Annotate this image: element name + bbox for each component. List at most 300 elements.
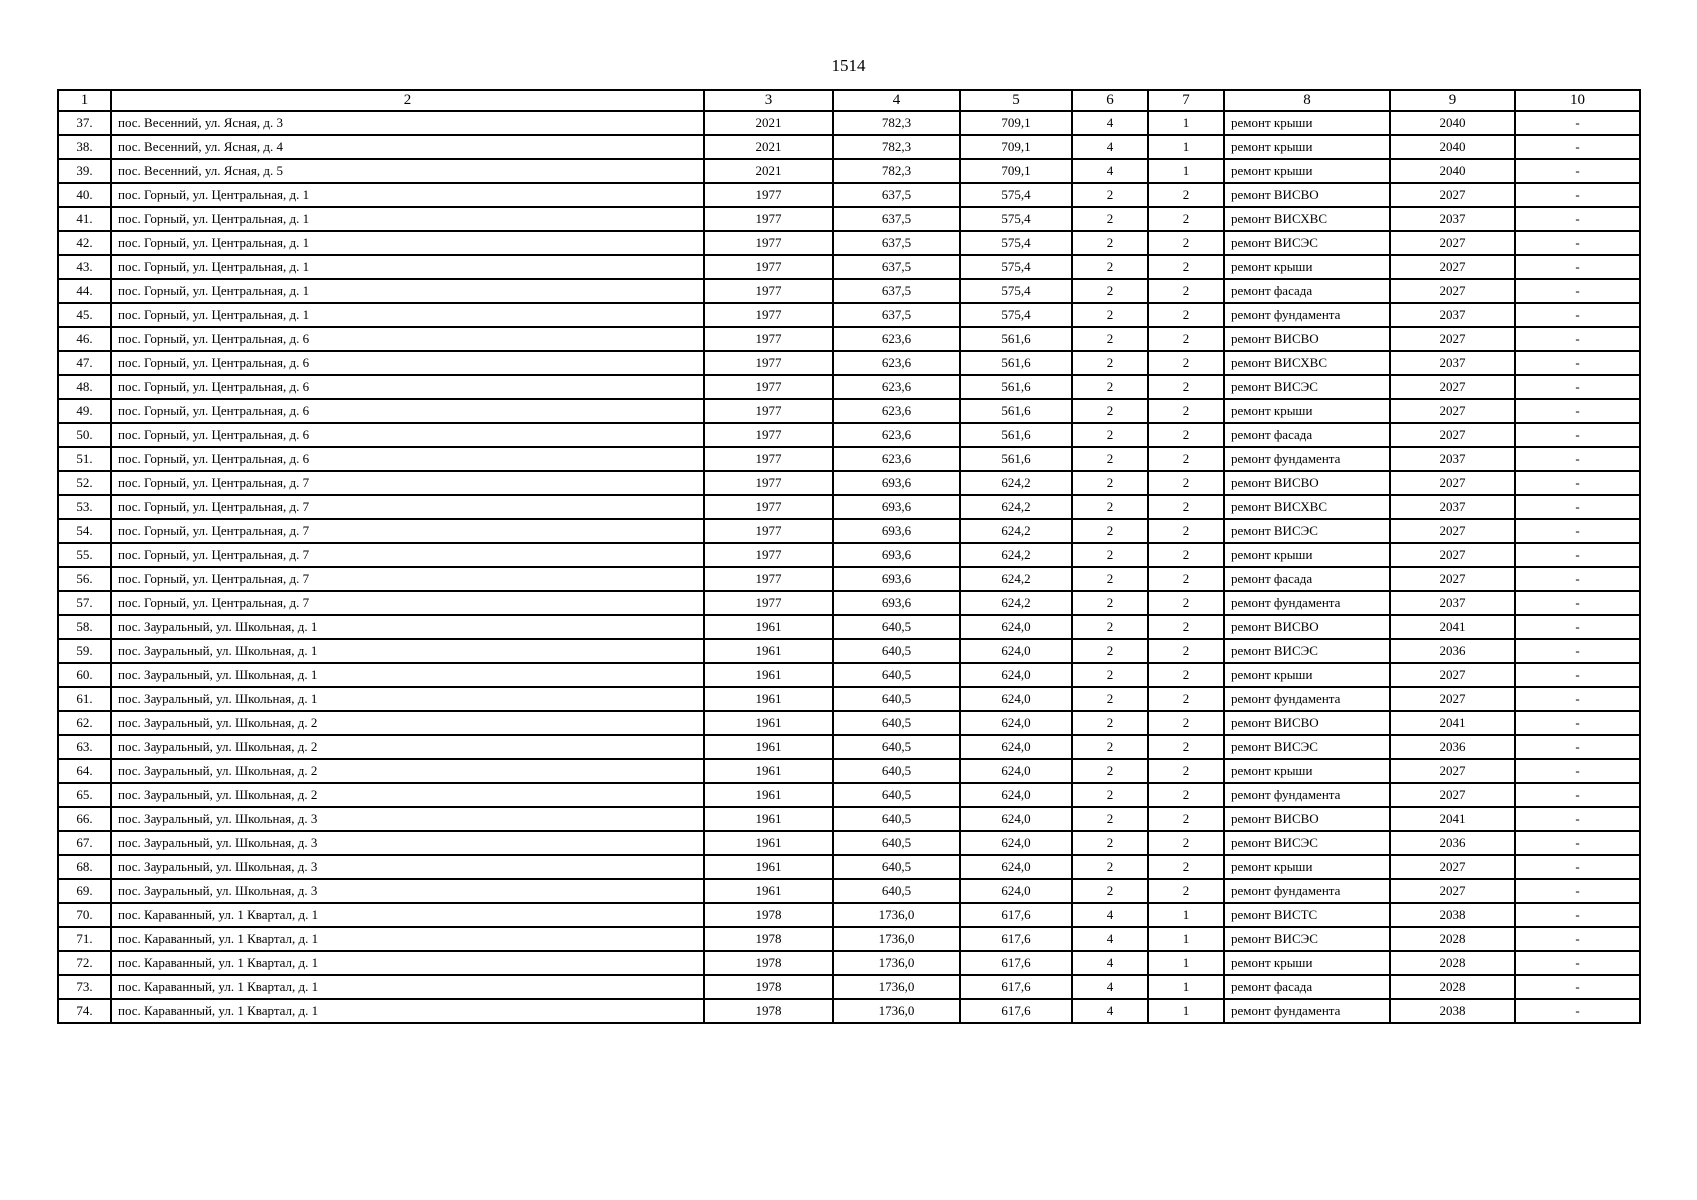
entrances-cell: 2 — [1148, 831, 1224, 855]
column-header: 8 — [1224, 90, 1390, 111]
total-area-cell: 637,5 — [833, 231, 960, 255]
floors-cell: 2 — [1072, 207, 1148, 231]
entrances-cell: 2 — [1148, 663, 1224, 687]
floors-cell: 4 — [1072, 951, 1148, 975]
row-number-cell: 44. — [58, 279, 111, 303]
floors-cell: 2 — [1072, 807, 1148, 831]
table-row — [58, 111, 1640, 135]
total-area-cell: 623,6 — [833, 327, 960, 351]
address-cell: пос. Горный, ул. Центральная, д. 1 — [111, 207, 704, 231]
total-area-cell: 693,6 — [833, 567, 960, 591]
note-cell: - — [1515, 183, 1640, 207]
row-number-cell: 52. — [58, 471, 111, 495]
planned-year-cell: 2027 — [1390, 663, 1515, 687]
note-cell: - — [1515, 879, 1640, 903]
row-number-cell: 54. — [58, 519, 111, 543]
address-cell: пос. Зауральный, ул. Школьная, д. 1 — [111, 615, 704, 639]
total-area-cell: 623,6 — [833, 375, 960, 399]
entrances-cell: 1 — [1148, 951, 1224, 975]
table-row — [58, 279, 1640, 303]
total-area-cell: 1736,0 — [833, 999, 960, 1023]
year-built-cell: 2021 — [704, 135, 833, 159]
column-header: 5 — [960, 90, 1072, 111]
row-number-cell: 43. — [58, 255, 111, 279]
note-cell: - — [1515, 255, 1640, 279]
total-area-cell: 693,6 — [833, 591, 960, 615]
year-built-cell: 1961 — [704, 615, 833, 639]
year-built-cell: 1977 — [704, 327, 833, 351]
work-type-cell: ремонт ВИСВО — [1224, 183, 1390, 207]
entrances-cell: 1 — [1148, 111, 1224, 135]
total-area-cell: 640,5 — [833, 735, 960, 759]
note-cell: - — [1515, 927, 1640, 951]
living-area-cell: 709,1 — [960, 135, 1072, 159]
address-cell: пос. Зауральный, ул. Школьная, д. 3 — [111, 831, 704, 855]
living-area-cell: 624,2 — [960, 495, 1072, 519]
table-row — [58, 327, 1640, 351]
planned-year-cell: 2041 — [1390, 711, 1515, 735]
entrances-cell: 2 — [1148, 567, 1224, 591]
total-area-cell: 640,5 — [833, 831, 960, 855]
table-row — [58, 255, 1640, 279]
work-type-cell: ремонт ВИСВО — [1224, 471, 1390, 495]
year-built-cell: 1977 — [704, 183, 833, 207]
note-cell: - — [1515, 687, 1640, 711]
living-area-cell: 617,6 — [960, 975, 1072, 999]
entrances-cell: 2 — [1148, 495, 1224, 519]
living-area-cell: 624,0 — [960, 855, 1072, 879]
total-area-cell: 640,5 — [833, 807, 960, 831]
planned-year-cell: 2027 — [1390, 399, 1515, 423]
table-row — [58, 375, 1640, 399]
note-cell: - — [1515, 615, 1640, 639]
column-header: 6 — [1072, 90, 1148, 111]
planned-year-cell: 2027 — [1390, 471, 1515, 495]
year-built-cell: 1978 — [704, 951, 833, 975]
table-row — [58, 783, 1640, 807]
entrances-cell: 1 — [1148, 927, 1224, 951]
floors-cell: 2 — [1072, 495, 1148, 519]
row-number-cell: 62. — [58, 711, 111, 735]
row-number-cell: 74. — [58, 999, 111, 1023]
total-area-cell: 693,6 — [833, 543, 960, 567]
year-built-cell: 1977 — [704, 495, 833, 519]
year-built-cell: 1978 — [704, 975, 833, 999]
row-number-cell: 50. — [58, 423, 111, 447]
housing-repair-table — [57, 89, 1641, 1024]
row-number-cell: 45. — [58, 303, 111, 327]
note-cell: - — [1515, 135, 1640, 159]
planned-year-cell: 2038 — [1390, 903, 1515, 927]
address-cell: пос. Караванный, ул. 1 Квартал, д. 1 — [111, 903, 704, 927]
total-area-cell: 637,5 — [833, 207, 960, 231]
note-cell: - — [1515, 663, 1640, 687]
total-area-cell: 637,5 — [833, 279, 960, 303]
floors-cell: 2 — [1072, 687, 1148, 711]
entrances-cell: 2 — [1148, 375, 1224, 399]
table-row — [58, 855, 1640, 879]
year-built-cell: 1961 — [704, 711, 833, 735]
note-cell: - — [1515, 231, 1640, 255]
year-built-cell: 1977 — [704, 231, 833, 255]
living-area-cell: 624,0 — [960, 831, 1072, 855]
floors-cell: 2 — [1072, 351, 1148, 375]
total-area-cell: 640,5 — [833, 879, 960, 903]
work-type-cell: ремонт крыши — [1224, 255, 1390, 279]
entrances-cell: 1 — [1148, 975, 1224, 999]
work-type-cell: ремонт ВИСЭС — [1224, 831, 1390, 855]
table-row — [58, 663, 1640, 687]
column-number-header-row — [58, 90, 1640, 111]
entrances-cell: 2 — [1148, 759, 1224, 783]
floors-cell: 2 — [1072, 423, 1148, 447]
address-cell: пос. Горный, ул. Центральная, д. 7 — [111, 495, 704, 519]
planned-year-cell: 2037 — [1390, 447, 1515, 471]
living-area-cell: 561,6 — [960, 351, 1072, 375]
planned-year-cell: 2040 — [1390, 159, 1515, 183]
column-header: 3 — [704, 90, 833, 111]
planned-year-cell: 2027 — [1390, 567, 1515, 591]
entrances-cell: 2 — [1148, 711, 1224, 735]
planned-year-cell: 2028 — [1390, 927, 1515, 951]
entrances-cell: 2 — [1148, 447, 1224, 471]
floors-cell: 4 — [1072, 111, 1148, 135]
note-cell: - — [1515, 783, 1640, 807]
column-header: 2 — [111, 90, 704, 111]
living-area-cell: 575,4 — [960, 255, 1072, 279]
total-area-cell: 640,5 — [833, 759, 960, 783]
living-area-cell: 575,4 — [960, 183, 1072, 207]
work-type-cell: ремонт ВИСВО — [1224, 711, 1390, 735]
note-cell: - — [1515, 519, 1640, 543]
entrances-cell: 2 — [1148, 279, 1224, 303]
page-number: 1514 — [831, 56, 866, 75]
planned-year-cell: 2040 — [1390, 111, 1515, 135]
address-cell: пос. Зауральный, ул. Школьная, д. 2 — [111, 759, 704, 783]
column-header: 10 — [1515, 90, 1640, 111]
work-type-cell: ремонт фундамента — [1224, 591, 1390, 615]
work-type-cell: ремонт ВИСЭС — [1224, 375, 1390, 399]
work-type-cell: ремонт фундамента — [1224, 447, 1390, 471]
row-number-cell: 65. — [58, 783, 111, 807]
total-area-cell: 1736,0 — [833, 903, 960, 927]
work-type-cell: ремонт ВИСЭС — [1224, 735, 1390, 759]
note-cell: - — [1515, 207, 1640, 231]
planned-year-cell: 2027 — [1390, 783, 1515, 807]
entrances-cell: 1 — [1148, 999, 1224, 1023]
floors-cell: 2 — [1072, 831, 1148, 855]
entrances-cell: 2 — [1148, 399, 1224, 423]
floors-cell: 2 — [1072, 615, 1148, 639]
address-cell: пос. Зауральный, ул. Школьная, д. 3 — [111, 855, 704, 879]
work-type-cell: ремонт фасада — [1224, 975, 1390, 999]
living-area-cell: 624,2 — [960, 519, 1072, 543]
total-area-cell: 1736,0 — [833, 927, 960, 951]
year-built-cell: 2021 — [704, 159, 833, 183]
table-row — [58, 399, 1640, 423]
address-cell: пос. Зауральный, ул. Школьная, д. 1 — [111, 639, 704, 663]
address-cell: пос. Весенний, ул. Ясная, д. 3 — [111, 111, 704, 135]
address-cell: пос. Зауральный, ул. Школьная, д. 2 — [111, 783, 704, 807]
row-number-cell: 47. — [58, 351, 111, 375]
entrances-cell: 2 — [1148, 783, 1224, 807]
year-built-cell: 1961 — [704, 879, 833, 903]
floors-cell: 2 — [1072, 543, 1148, 567]
entrances-cell: 2 — [1148, 207, 1224, 231]
total-area-cell: 640,5 — [833, 711, 960, 735]
note-cell: - — [1515, 807, 1640, 831]
total-area-cell: 623,6 — [833, 423, 960, 447]
living-area-cell: 624,2 — [960, 471, 1072, 495]
column-header: 4 — [833, 90, 960, 111]
living-area-cell: 624,0 — [960, 807, 1072, 831]
address-cell: пос. Зауральный, ул. Школьная, д. 1 — [111, 663, 704, 687]
note-cell: - — [1515, 999, 1640, 1023]
table-row — [58, 231, 1640, 255]
planned-year-cell: 2040 — [1390, 135, 1515, 159]
note-cell: - — [1515, 279, 1640, 303]
row-number-cell: 58. — [58, 615, 111, 639]
table-row — [58, 135, 1640, 159]
entrances-cell: 2 — [1148, 351, 1224, 375]
address-cell: пос. Караванный, ул. 1 Квартал, д. 1 — [111, 999, 704, 1023]
work-type-cell: ремонт ВИСЭС — [1224, 231, 1390, 255]
year-built-cell: 1977 — [704, 375, 833, 399]
row-number-cell: 60. — [58, 663, 111, 687]
address-cell: пос. Горный, ул. Центральная, д. 1 — [111, 279, 704, 303]
row-number-cell: 48. — [58, 375, 111, 399]
total-area-cell: 693,6 — [833, 519, 960, 543]
living-area-cell: 624,0 — [960, 639, 1072, 663]
planned-year-cell: 2037 — [1390, 591, 1515, 615]
table-row — [58, 591, 1640, 615]
living-area-cell: 575,4 — [960, 279, 1072, 303]
work-type-cell: ремонт ВИСЭС — [1224, 639, 1390, 663]
living-area-cell: 617,6 — [960, 903, 1072, 927]
row-number-cell: 61. — [58, 687, 111, 711]
floors-cell: 2 — [1072, 183, 1148, 207]
floors-cell: 2 — [1072, 855, 1148, 879]
entrances-cell: 2 — [1148, 231, 1224, 255]
total-area-cell: 640,5 — [833, 615, 960, 639]
living-area-cell: 575,4 — [960, 231, 1072, 255]
table-row — [58, 351, 1640, 375]
note-cell: - — [1515, 735, 1640, 759]
planned-year-cell: 2037 — [1390, 351, 1515, 375]
planned-year-cell: 2038 — [1390, 999, 1515, 1023]
year-built-cell: 1977 — [704, 447, 833, 471]
note-cell: - — [1515, 903, 1640, 927]
year-built-cell: 1977 — [704, 351, 833, 375]
work-type-cell: ремонт ВИСХВС — [1224, 495, 1390, 519]
table-row — [58, 879, 1640, 903]
row-number-cell: 38. — [58, 135, 111, 159]
row-number-cell: 67. — [58, 831, 111, 855]
address-cell: пос. Горный, ул. Центральная, д. 7 — [111, 519, 704, 543]
floors-cell: 2 — [1072, 759, 1148, 783]
work-type-cell: ремонт фундамента — [1224, 783, 1390, 807]
row-number-cell: 66. — [58, 807, 111, 831]
floors-cell: 2 — [1072, 255, 1148, 279]
floors-cell: 2 — [1072, 567, 1148, 591]
row-number-cell: 56. — [58, 567, 111, 591]
address-cell: пос. Горный, ул. Центральная, д. 7 — [111, 567, 704, 591]
entrances-cell: 2 — [1148, 423, 1224, 447]
work-type-cell: ремонт ВИСХВС — [1224, 351, 1390, 375]
total-area-cell: 637,5 — [833, 255, 960, 279]
address-cell: пос. Горный, ул. Центральная, д. 1 — [111, 231, 704, 255]
year-built-cell: 1961 — [704, 831, 833, 855]
table-row — [58, 543, 1640, 567]
note-cell: - — [1515, 951, 1640, 975]
address-cell: пос. Горный, ул. Центральная, д. 6 — [111, 327, 704, 351]
row-number-cell: 70. — [58, 903, 111, 927]
table-row — [58, 903, 1640, 927]
address-cell: пос. Горный, ул. Центральная, д. 6 — [111, 351, 704, 375]
year-built-cell: 1977 — [704, 303, 833, 327]
planned-year-cell: 2036 — [1390, 639, 1515, 663]
address-cell: пос. Караванный, ул. 1 Квартал, д. 1 — [111, 927, 704, 951]
row-number-cell: 71. — [58, 927, 111, 951]
total-area-cell: 640,5 — [833, 855, 960, 879]
planned-year-cell: 2041 — [1390, 807, 1515, 831]
total-area-cell: 1736,0 — [833, 951, 960, 975]
address-cell: пос. Горный, ул. Центральная, д. 7 — [111, 471, 704, 495]
living-area-cell: 709,1 — [960, 111, 1072, 135]
note-cell: - — [1515, 471, 1640, 495]
total-area-cell: 1736,0 — [833, 975, 960, 999]
year-built-cell: 1977 — [704, 279, 833, 303]
total-area-cell: 637,5 — [833, 303, 960, 327]
column-header: 1 — [58, 90, 111, 111]
row-number-cell: 69. — [58, 879, 111, 903]
table-row — [58, 519, 1640, 543]
note-cell: - — [1515, 567, 1640, 591]
work-type-cell: ремонт ВИСВО — [1224, 327, 1390, 351]
column-header: 7 — [1148, 90, 1224, 111]
year-built-cell: 1961 — [704, 639, 833, 663]
row-number-cell: 55. — [58, 543, 111, 567]
planned-year-cell: 2027 — [1390, 519, 1515, 543]
note-cell: - — [1515, 591, 1640, 615]
floors-cell: 2 — [1072, 327, 1148, 351]
table-row — [58, 807, 1640, 831]
year-built-cell: 1978 — [704, 999, 833, 1023]
work-type-cell: ремонт крыши — [1224, 951, 1390, 975]
work-type-cell: ремонт фундамента — [1224, 879, 1390, 903]
living-area-cell: 617,6 — [960, 951, 1072, 975]
year-built-cell: 1978 — [704, 903, 833, 927]
living-area-cell: 624,0 — [960, 735, 1072, 759]
floors-cell: 4 — [1072, 999, 1148, 1023]
planned-year-cell: 2027 — [1390, 543, 1515, 567]
floors-cell: 2 — [1072, 231, 1148, 255]
note-cell: - — [1515, 639, 1640, 663]
year-built-cell: 1977 — [704, 591, 833, 615]
planned-year-cell: 2036 — [1390, 831, 1515, 855]
note-cell: - — [1515, 111, 1640, 135]
work-type-cell: ремонт крыши — [1224, 663, 1390, 687]
floors-cell: 2 — [1072, 279, 1148, 303]
planned-year-cell: 2027 — [1390, 687, 1515, 711]
address-cell: пос. Горный, ул. Центральная, д. 7 — [111, 591, 704, 615]
work-type-cell: ремонт ВИСХВС — [1224, 207, 1390, 231]
entrances-cell: 2 — [1148, 255, 1224, 279]
note-cell: - — [1515, 831, 1640, 855]
living-area-cell: 624,0 — [960, 711, 1072, 735]
floors-cell: 2 — [1072, 711, 1148, 735]
planned-year-cell: 2036 — [1390, 735, 1515, 759]
total-area-cell: 640,5 — [833, 663, 960, 687]
table-row — [58, 831, 1640, 855]
living-area-cell: 624,0 — [960, 663, 1072, 687]
table-row — [58, 567, 1640, 591]
living-area-cell: 624,2 — [960, 591, 1072, 615]
row-number-cell: 64. — [58, 759, 111, 783]
address-cell: пос. Горный, ул. Центральная, д. 1 — [111, 255, 704, 279]
note-cell: - — [1515, 159, 1640, 183]
table-row — [58, 495, 1640, 519]
row-number-cell: 59. — [58, 639, 111, 663]
living-area-cell: 624,0 — [960, 783, 1072, 807]
total-area-cell: 782,3 — [833, 111, 960, 135]
work-type-cell: ремонт фасада — [1224, 279, 1390, 303]
floors-cell: 2 — [1072, 879, 1148, 903]
address-cell: пос. Зауральный, ул. Школьная, д. 1 — [111, 687, 704, 711]
year-built-cell: 1961 — [704, 759, 833, 783]
living-area-cell: 575,4 — [960, 207, 1072, 231]
total-area-cell: 693,6 — [833, 471, 960, 495]
total-area-cell: 637,5 — [833, 183, 960, 207]
year-built-cell: 2021 — [704, 111, 833, 135]
year-built-cell: 1978 — [704, 927, 833, 951]
work-type-cell: ремонт ВИСВО — [1224, 615, 1390, 639]
planned-year-cell: 2027 — [1390, 375, 1515, 399]
row-number-cell: 53. — [58, 495, 111, 519]
floors-cell: 2 — [1072, 303, 1148, 327]
note-cell: - — [1515, 351, 1640, 375]
address-cell: пос. Зауральный, ул. Школьная, д. 2 — [111, 735, 704, 759]
table-row — [58, 975, 1640, 999]
total-area-cell: 640,5 — [833, 687, 960, 711]
note-cell: - — [1515, 423, 1640, 447]
total-area-cell: 623,6 — [833, 351, 960, 375]
table-row — [58, 999, 1640, 1023]
living-area-cell: 624,0 — [960, 615, 1072, 639]
floors-cell: 2 — [1072, 375, 1148, 399]
entrances-cell: 1 — [1148, 903, 1224, 927]
row-number-cell: 57. — [58, 591, 111, 615]
row-number-cell: 51. — [58, 447, 111, 471]
living-area-cell: 624,0 — [960, 687, 1072, 711]
address-cell: пос. Горный, ул. Центральная, д. 6 — [111, 375, 704, 399]
year-built-cell: 1977 — [704, 255, 833, 279]
planned-year-cell: 2037 — [1390, 303, 1515, 327]
address-cell: пос. Горный, ул. Центральная, д. 6 — [111, 447, 704, 471]
floors-cell: 2 — [1072, 639, 1148, 663]
note-cell: - — [1515, 975, 1640, 999]
entrances-cell: 1 — [1148, 135, 1224, 159]
table-row — [58, 951, 1640, 975]
total-area-cell: 623,6 — [833, 447, 960, 471]
floors-cell: 4 — [1072, 135, 1148, 159]
living-area-cell: 709,1 — [960, 159, 1072, 183]
table-row — [58, 927, 1640, 951]
floors-cell: 2 — [1072, 591, 1148, 615]
floors-cell: 2 — [1072, 783, 1148, 807]
table-row — [58, 423, 1640, 447]
year-built-cell: 1977 — [704, 567, 833, 591]
